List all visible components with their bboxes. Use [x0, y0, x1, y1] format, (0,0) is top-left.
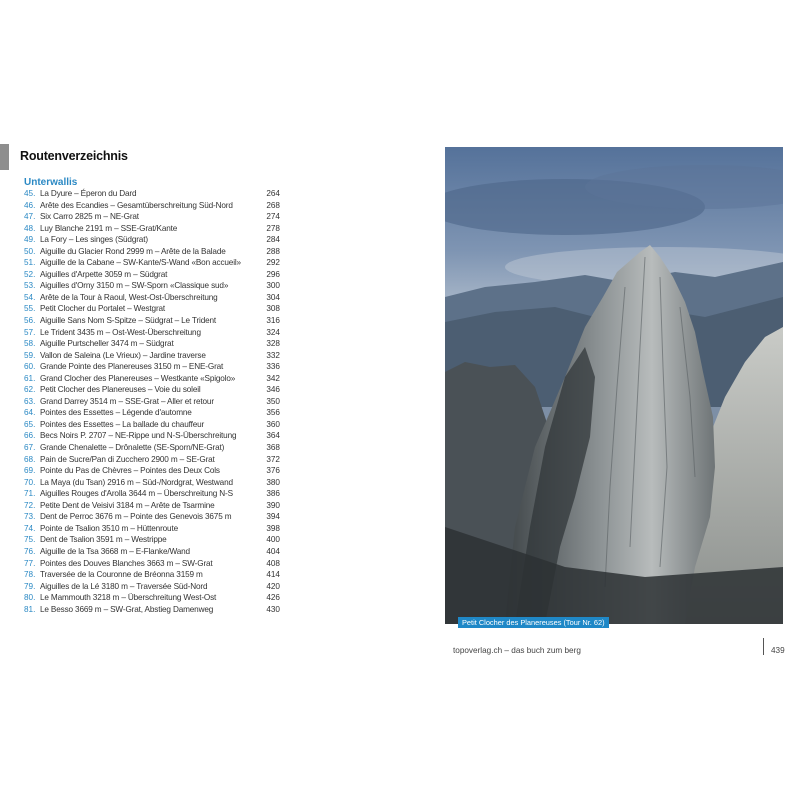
- route-row: [24, 604, 280, 616]
- route-page-number: 386: [266, 489, 280, 499]
- route-number: 68.: [24, 454, 36, 464]
- route-number: 47.: [24, 212, 36, 222]
- section-title: Unterwallis: [24, 177, 78, 188]
- route-page-number: 364: [266, 431, 280, 441]
- route-name: Traversée de la Couronne de Bréonna 3159 m: [40, 570, 203, 580]
- route-name: Le Mammouth 3218 m – Überschreitung West-Ost: [40, 593, 217, 603]
- route-page-number: 394: [266, 512, 280, 522]
- route-row: [24, 350, 280, 362]
- route-name: Pointes des Essettes – Légende d'automne: [40, 408, 192, 418]
- route-row: [24, 534, 280, 546]
- route-name: Vallon de Saleina (Le Vrieux) – Jardine traverse: [40, 350, 206, 360]
- route-row: [24, 581, 280, 593]
- route-number: 59.: [24, 350, 36, 360]
- route-name: La Dyure – Éperon du Dard: [40, 189, 137, 198]
- route-page-number: 336: [266, 362, 280, 372]
- route-row: [24, 338, 280, 350]
- route-page-number: 274: [266, 212, 280, 222]
- route-row: [24, 592, 280, 604]
- route-page-number: 426: [266, 593, 280, 603]
- route-number: 81.: [24, 604, 36, 614]
- route-name: Dent de Perroc 3676 m – Pointe des Genevois 3675 m: [40, 512, 232, 522]
- route-name: Becs Noirs P. 2707 – NE-Rippe und N-S-Überschreitung: [40, 431, 237, 441]
- route-number: 58.: [24, 339, 36, 349]
- route-row: [24, 373, 280, 385]
- route-row: [24, 234, 280, 246]
- route-number: 79.: [24, 581, 36, 591]
- route-name: Aiguilles d'Arpette 3059 m – Südgrat: [40, 269, 168, 279]
- route-page-number: 390: [266, 500, 280, 510]
- route-name: Grande Chenalette – Drônalette (SE-Sporn/NE-Grat): [40, 443, 225, 453]
- route-number: 77.: [24, 558, 36, 568]
- route-page-number: 278: [266, 223, 280, 233]
- route-row: [24, 488, 280, 500]
- route-name: Pain de Sucre/Pan di Zucchero 2900 m – SE-Grat: [40, 454, 215, 464]
- route-name: Arête de la Tour à Raoul, West-Ost-Überschreitung: [40, 292, 218, 302]
- route-name: Petit Clocher du Portalet – Westgrat: [40, 304, 166, 314]
- route-page-number: 288: [266, 246, 280, 256]
- route-name: Aiguille du Glacier Rond 2999 m – Arête de la Balade: [40, 246, 226, 256]
- route-number: 65.: [24, 419, 36, 429]
- route-name: Aiguille Purtscheller 3474 m – Südgrat: [40, 339, 174, 349]
- route-name: Aiguille de la Tsa 3668 m – E-Flanke/Wand: [40, 546, 190, 556]
- route-number: 53.: [24, 281, 36, 291]
- route-name: Pointe du Pas de Chèvres – Pointes des Deux Cols: [40, 466, 220, 476]
- page-number: 439: [771, 646, 785, 655]
- route-number: 52.: [24, 269, 36, 279]
- mountain-photo: [445, 147, 783, 624]
- route-row: [24, 442, 280, 454]
- route-page-number: 376: [266, 466, 280, 476]
- route-name: Six Carro 2825 m – NE-Grat: [40, 212, 139, 222]
- route-page-number: 430: [266, 604, 280, 614]
- route-page-number: 268: [266, 200, 280, 210]
- route-row: [24, 292, 280, 304]
- route-name: Aiguilles d'Orny 3150 m – SW-Sporn «Classique sud»: [40, 281, 229, 291]
- route-row: [24, 523, 280, 535]
- route-row: [24, 569, 280, 581]
- route-page-number: 304: [266, 292, 280, 302]
- route-page-number: 342: [266, 373, 280, 383]
- route-number: 63.: [24, 396, 36, 406]
- route-number: 67.: [24, 443, 36, 453]
- route-name: Pointes des Essettes – La ballade du chauffeur: [40, 419, 205, 429]
- footer-publisher-text: topoverlag.ch – das buch zum berg: [453, 646, 581, 655]
- route-page-number: 296: [266, 269, 280, 279]
- route-number: 50.: [24, 246, 36, 256]
- route-name: Petit Clocher des Planereuses – Voie du soleil: [40, 385, 201, 395]
- route-row: [24, 465, 280, 477]
- route-row: [24, 246, 280, 258]
- route-row: [24, 361, 280, 373]
- route-page-number: 346: [266, 385, 280, 395]
- route-page-number: 408: [266, 558, 280, 568]
- route-number: 74.: [24, 523, 36, 533]
- route-row: [24, 327, 280, 339]
- route-number: 55.: [24, 304, 36, 314]
- route-name: Aiguille de la Cabane – SW-Kante/S-Wand «Bon accueil»: [40, 258, 241, 268]
- page-title: Routenverzeichnis: [20, 149, 128, 163]
- route-row: [24, 546, 280, 558]
- route-page-number: 368: [266, 443, 280, 453]
- route-page-number: 300: [266, 281, 280, 291]
- route-name: Grand Clocher des Planereuses – Westkante «Spigolo»: [40, 373, 236, 383]
- route-name: Aiguilles de la Lé 3180 m – Traversée Süd-Nord: [40, 581, 208, 591]
- route-name: Petite Dent de Veisivi 3184 m – Arête de Tsarmine: [40, 500, 215, 510]
- route-row: [24, 511, 280, 523]
- route-number: 75.: [24, 535, 36, 545]
- route-row: [24, 280, 280, 292]
- route-page-number: 360: [266, 419, 280, 429]
- route-page-number: 380: [266, 477, 280, 487]
- route-number: 46.: [24, 200, 36, 210]
- route-page-number: 372: [266, 454, 280, 464]
- route-row: [24, 500, 280, 512]
- route-number: 60.: [24, 362, 36, 372]
- route-number: 66.: [24, 431, 36, 441]
- route-number: 51.: [24, 258, 36, 268]
- route-number: 49.: [24, 235, 36, 245]
- route-name: Luy Blanche 2191 m – SSE-Grat/Kante: [40, 223, 178, 233]
- route-page-number: 350: [266, 396, 280, 406]
- route-page-number: 404: [266, 546, 280, 556]
- route-list: [24, 188, 280, 615]
- route-row: [24, 211, 280, 223]
- route-row: [24, 269, 280, 281]
- route-row: [24, 257, 280, 269]
- route-row: [24, 384, 280, 396]
- route-number: 78.: [24, 570, 36, 580]
- route-number: 71.: [24, 489, 36, 499]
- route-name: Aiguilles Rouges d'Arolla 3644 m – Überschreitung N-S: [40, 489, 233, 499]
- route-page-number: 414: [266, 570, 280, 580]
- route-row: [24, 315, 280, 327]
- route-name: Grand Darrey 3514 m – SSE-Grat – Aller et retour: [40, 396, 214, 406]
- route-page-number: 400: [266, 535, 280, 545]
- route-page-number: 324: [266, 327, 280, 337]
- route-number: 45.: [24, 189, 36, 198]
- route-page-number: 316: [266, 316, 280, 326]
- route-number: 62.: [24, 385, 36, 395]
- route-row: [24, 223, 280, 235]
- route-name: Le Besso 3669 m – SW-Grat, Abstieg Damenweg: [40, 604, 214, 614]
- route-number: 54.: [24, 292, 36, 302]
- photo-caption: Petit Clocher des Planereuses (Tour Nr. 62): [458, 617, 609, 628]
- route-page-number: 292: [266, 258, 280, 268]
- route-page-number: 420: [266, 581, 280, 591]
- route-row: [24, 430, 280, 442]
- route-page-number: 264: [266, 189, 280, 198]
- route-number: 80.: [24, 593, 36, 603]
- route-name: Arête des Ecandies – Gesamtüberschreitung Süd-Nord: [40, 200, 233, 210]
- route-page-number: 398: [266, 523, 280, 533]
- route-page-number: 308: [266, 304, 280, 314]
- route-name: Le Trident 3435 m – Ost-West-Überschreitung: [40, 327, 201, 337]
- route-number: 69.: [24, 466, 36, 476]
- route-row: [24, 407, 280, 419]
- route-number: 56.: [24, 316, 36, 326]
- route-number: 64.: [24, 408, 36, 418]
- route-name: Aiguille Sans Nom S-Spitze – Südgrat – Le Trident: [40, 316, 217, 326]
- route-row: [24, 419, 280, 431]
- chapter-tab-marker: [0, 144, 9, 170]
- route-row: [24, 477, 280, 489]
- route-number: 73.: [24, 512, 36, 522]
- route-number: 76.: [24, 546, 36, 556]
- route-name: Pointes des Douves Blanches 3663 m – SW-Grat: [40, 558, 213, 568]
- route-page-number: 328: [266, 339, 280, 349]
- route-row: [24, 188, 280, 200]
- route-number: 72.: [24, 500, 36, 510]
- route-row: [24, 396, 280, 408]
- route-page-number: 332: [266, 350, 280, 360]
- route-name: La Maya (du Tsan) 2916 m – Süd-/Nordgrat, Westwand: [40, 477, 233, 487]
- route-row: [24, 558, 280, 570]
- route-row: [24, 303, 280, 315]
- route-number: 57.: [24, 327, 36, 337]
- route-name: La Fory – Les singes (Südgrat): [40, 235, 148, 245]
- route-name: Dent de Tsalion 3591 m – Westrippe: [40, 535, 167, 545]
- route-number: 48.: [24, 223, 36, 233]
- route-row: [24, 200, 280, 212]
- footer-divider: [763, 638, 764, 655]
- route-number: 61.: [24, 373, 36, 383]
- route-row: [24, 454, 280, 466]
- route-number: 70.: [24, 477, 36, 487]
- route-page-number: 356: [266, 408, 280, 418]
- route-name: Pointe de Tsalion 3510 m – Hüttenroute: [40, 523, 178, 533]
- route-page-number: 284: [266, 235, 280, 245]
- route-name: Grande Pointe des Planereuses 3150 m – ENE-Grat: [40, 362, 224, 372]
